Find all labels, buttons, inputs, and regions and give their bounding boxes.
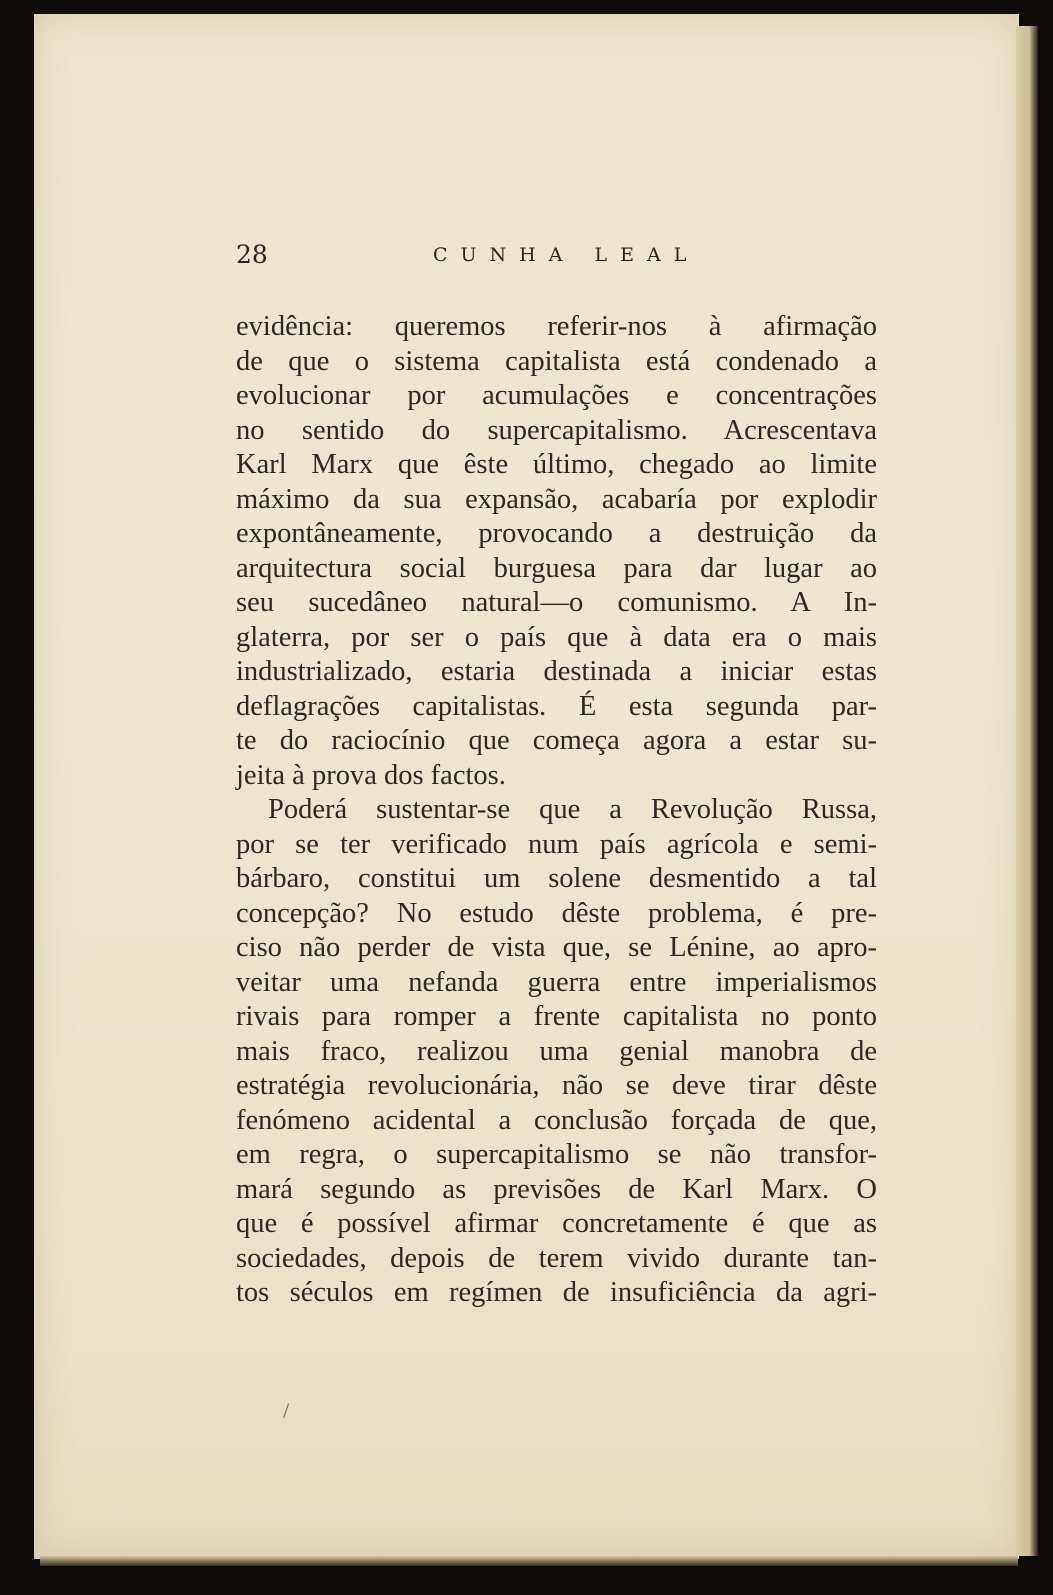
text-line: Poderá sustentar-se que a Revolução Russa, [268, 794, 877, 825]
page-header [236, 240, 876, 274]
text-line: jeita à prova dos factos. [236, 759, 506, 791]
paragraph-1 [236, 310, 877, 793]
text-line: tos séculos em regímen de insuficiência da agri- [236, 1277, 877, 1308]
page-edge-right [1016, 26, 1038, 1556]
text-line: mará segundo as previsões de Karl Marx. O [236, 1173, 877, 1205]
text-line: estratégia revolucionária, não se deve tirar dêste [236, 1070, 877, 1101]
stray-pen-mark: / [283, 1398, 290, 1423]
text-line: de que o sistema capitalista está condenado a [236, 345, 877, 377]
text-line: sociedades, depois de terem vivido durante tan- [236, 1242, 877, 1274]
text-line: máximo da sua expansão, acabaría por explodir [236, 483, 877, 515]
text-line: seu sucedâneo natural—o comunismo. A In- [236, 587, 877, 618]
text-line: fenómeno acidental a conclusão forçada de que, [236, 1104, 877, 1136]
text-line: no sentido do supercapitalismo. Acrescentava [236, 414, 877, 446]
text-line: rivais para romper a frente capitalista no ponto [236, 1001, 877, 1032]
running-head: CUNHA LEAL [433, 244, 700, 266]
text-line: por se ter verificado num país agrícola e semi- [236, 828, 877, 860]
text-line: evidência: queremos referir-nos à afirmação [236, 311, 877, 342]
text-line: glaterra, por ser o país que à data era o mais [236, 621, 877, 653]
body-text [236, 310, 877, 1311]
text-line: Karl Marx que êste último, chegado ao limite [236, 449, 877, 480]
text-line: arquitectura social burguesa para dar lugar ao [236, 552, 877, 584]
text-line: bárbaro, constitui um solene desmentido a tal [236, 863, 877, 894]
text-line: deflagrações capitalistas. É esta segunda par- [236, 690, 877, 722]
text-line: industrializado, estaria destinada a iniciar estas [236, 656, 877, 687]
text-line: expontâneamente, provocando a destruição da [236, 518, 877, 549]
page-number: 28 [236, 240, 268, 269]
text-line: te do raciocínio que começa agora a estar su- [236, 725, 877, 756]
text-line: mais fraco, realizou uma genial manobra de [236, 1035, 877, 1067]
text-line: veitar uma nefanda guerra entre imperialismos [236, 966, 877, 998]
text-line: ciso não perder de vista que, se Lénine, ao apro- [236, 932, 877, 963]
page-edge-bottom [40, 1556, 1018, 1566]
text-line: em regra, o supercapitalismo se não transfor- [236, 1139, 877, 1170]
text-line: concepção? No estudo dêste problema, é pre- [236, 897, 877, 929]
text-line: que é possível afirmar concretamente é que as [236, 1208, 877, 1239]
text-line: evolucionar por acumulações e concentrações [236, 380, 877, 411]
paragraph-2 [236, 793, 877, 1311]
